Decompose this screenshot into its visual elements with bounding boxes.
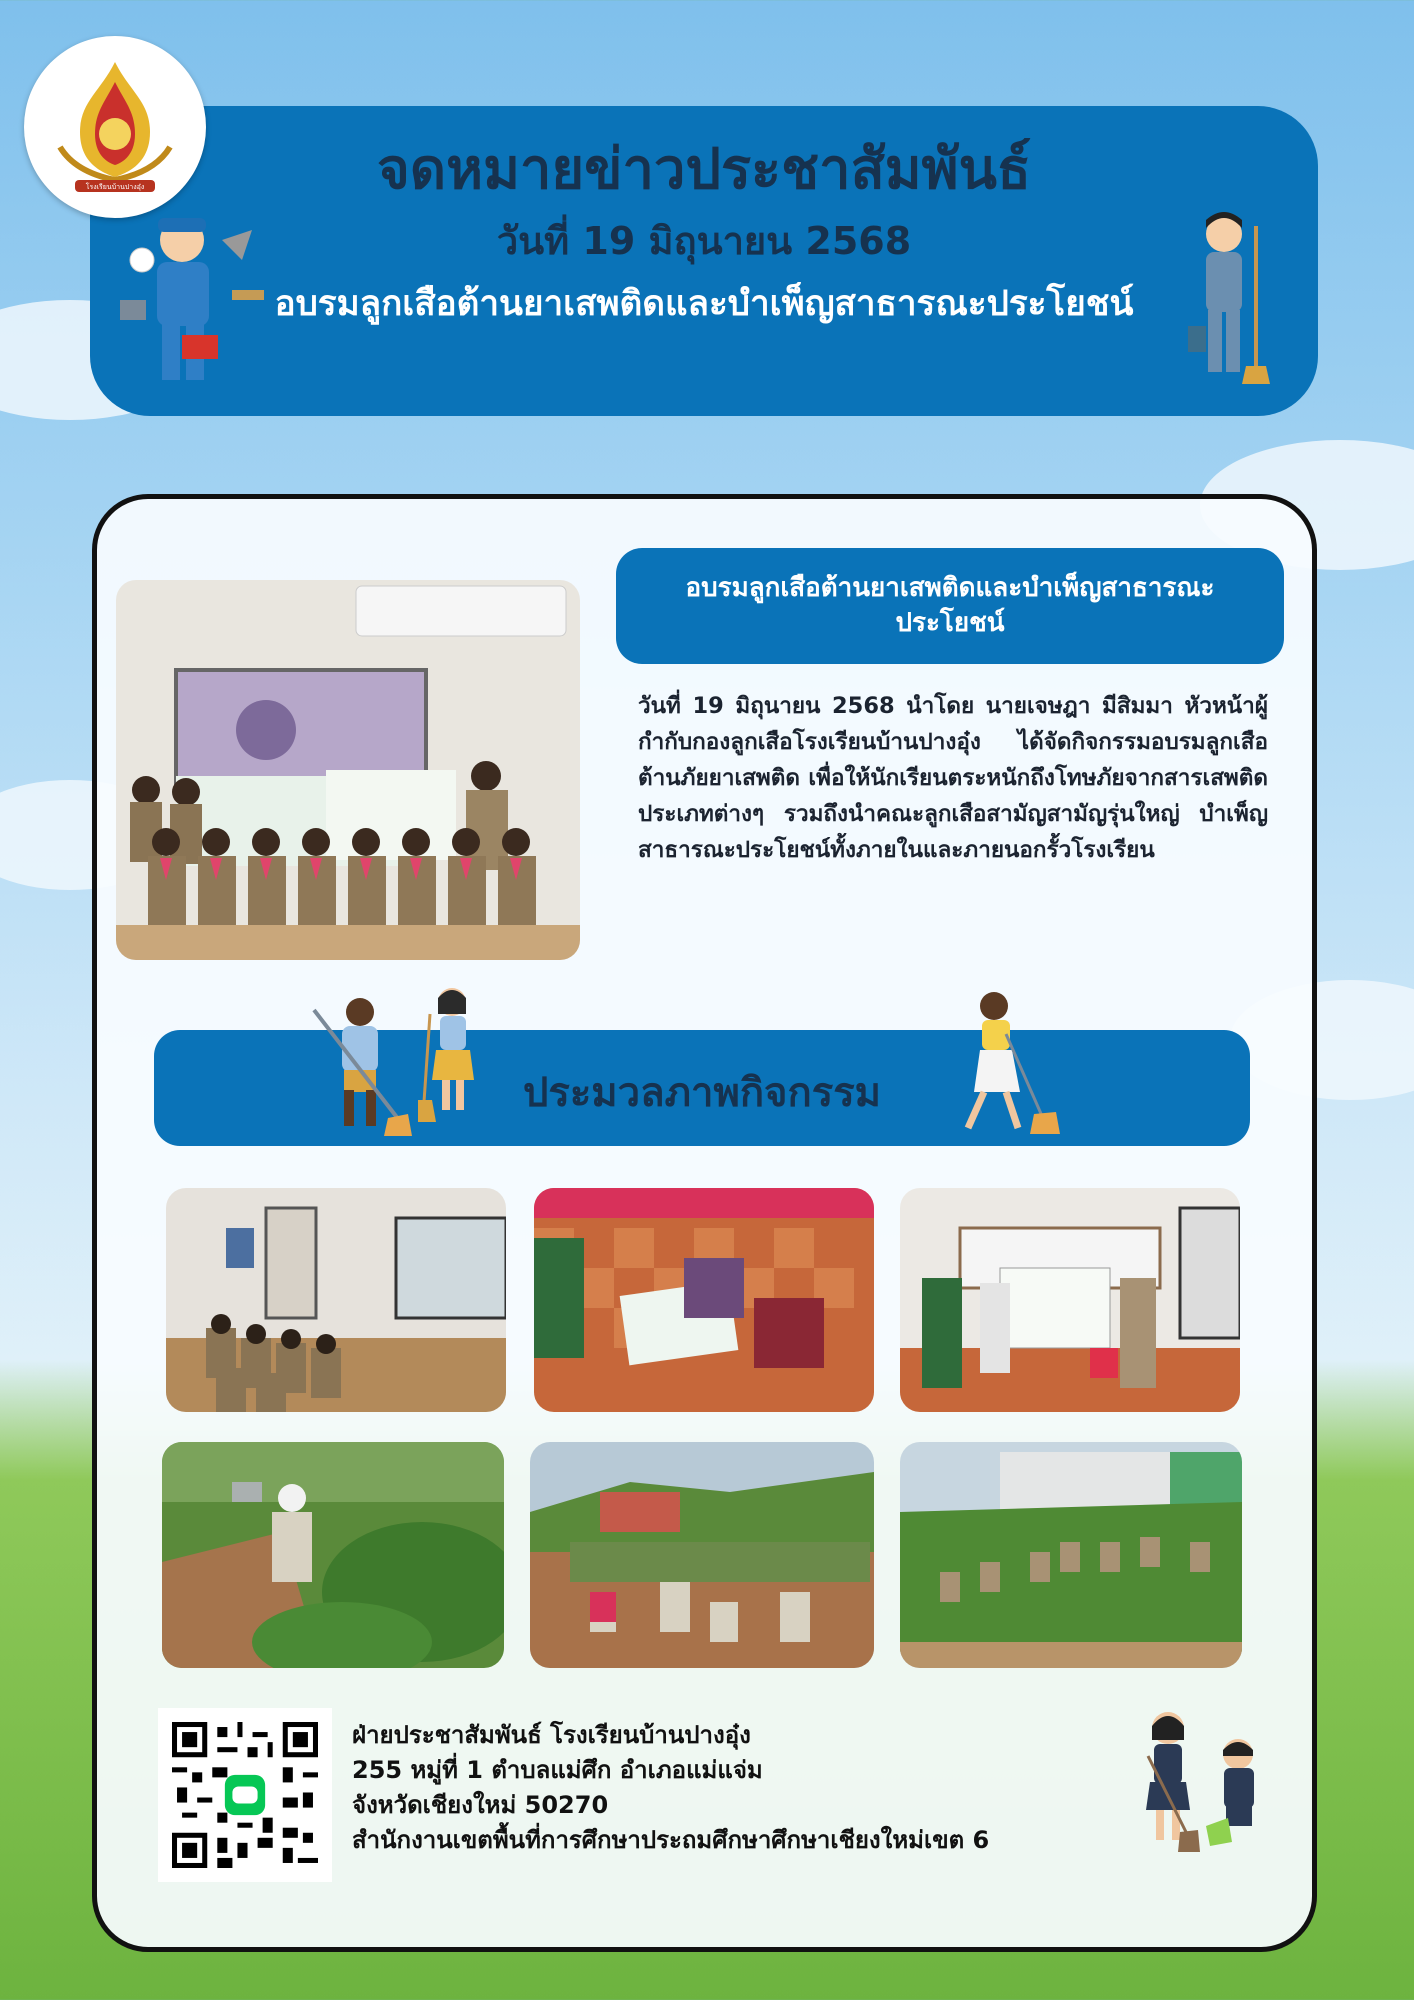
scouts-group-photo (116, 580, 580, 960)
newsletter-title: จดหมายข่าวประชาสัมพันธ์ (376, 137, 1032, 202)
line-qr-code[interactable] (158, 1708, 332, 1882)
article-topic (616, 548, 1284, 664)
sweeping-boy-illustration (304, 990, 414, 1140)
header-banner (90, 106, 1318, 416)
girl-with-broom-illustration (418, 984, 488, 1124)
worker-with-tools-illustration (112, 200, 272, 390)
gallery-photo-clearing-plants (162, 1442, 504, 1668)
svg-text:โรงเรียนบ้านปางอุ๋ง: โรงเรียนบ้านปางอุ๋ง (85, 183, 145, 191)
article-topic-text: อบรมลูกเสือต้านยาเสพติดและบำเพ็ญสาธารณะประโยชน์ (685, 572, 1215, 638)
footer-contact (352, 1718, 989, 1858)
article-body: วันที่ 19 มิถุนายน 2568 นำโดย นายเจษฎา มีสิมมา หัวหน้าผู้กำกับกองลูกเสือโรงเรียนบ้านปางอุ๋ง ได้จัดกิจกรรมอบรมลูกเสือต้านภัยยาเสพติด เพื่อให้นักเรียนตระหนักถึงโทษภัยจากสารเสพติดประเภทต่างๆ รวมถึงนำคณะลูกเสือสามัญสามัญรุ่นใหญ่ บำเพ็ญสาธารณะประโยชน์ทั้งภายในและภายนอกรั้วโรงเรียน (638, 693, 1268, 863)
gallery-photo-slope-weeding (900, 1442, 1242, 1668)
newsletter-subtitle: อบรมลูกเสือต้านยาเสพติดและบำเพ็ญสาธารณะประโยชน์ (274, 284, 1134, 324)
school-logo (24, 36, 206, 218)
footer-department: ฝ่ายประชาสัมพันธ์ โรงเรียนบ้านปางอุ๋ง (352, 1721, 751, 1749)
footer-office: สำนักงานเขตพื้นที่การศึกษาประถมศึกษาศึกษาเชียงใหม่เขต 6 (352, 1826, 990, 1854)
newsletter-date: วันที่ 19 มิถุนายน 2568 (496, 219, 912, 263)
gallery-photo-group-work (534, 1188, 874, 1412)
gallery-title: ประมวลภาพกิจกรรม (522, 1070, 882, 1116)
gallery-photo-presentation (900, 1188, 1240, 1412)
gallery-photo-road-cleanup (530, 1442, 874, 1668)
gallery-photo-classroom (166, 1188, 506, 1412)
footer-address: 255 หมู่ที่ 1 ตำบลแม่ศึก อำเภอแม่แจ่ม (352, 1756, 763, 1784)
cleaner-woman-illustration (1186, 206, 1276, 386)
footer-province: จังหวัดเชียงใหม่ 50270 (352, 1791, 609, 1819)
woman-sweeping-illustration (946, 988, 1066, 1138)
students-cleaning-illustration (1128, 1706, 1278, 1856)
